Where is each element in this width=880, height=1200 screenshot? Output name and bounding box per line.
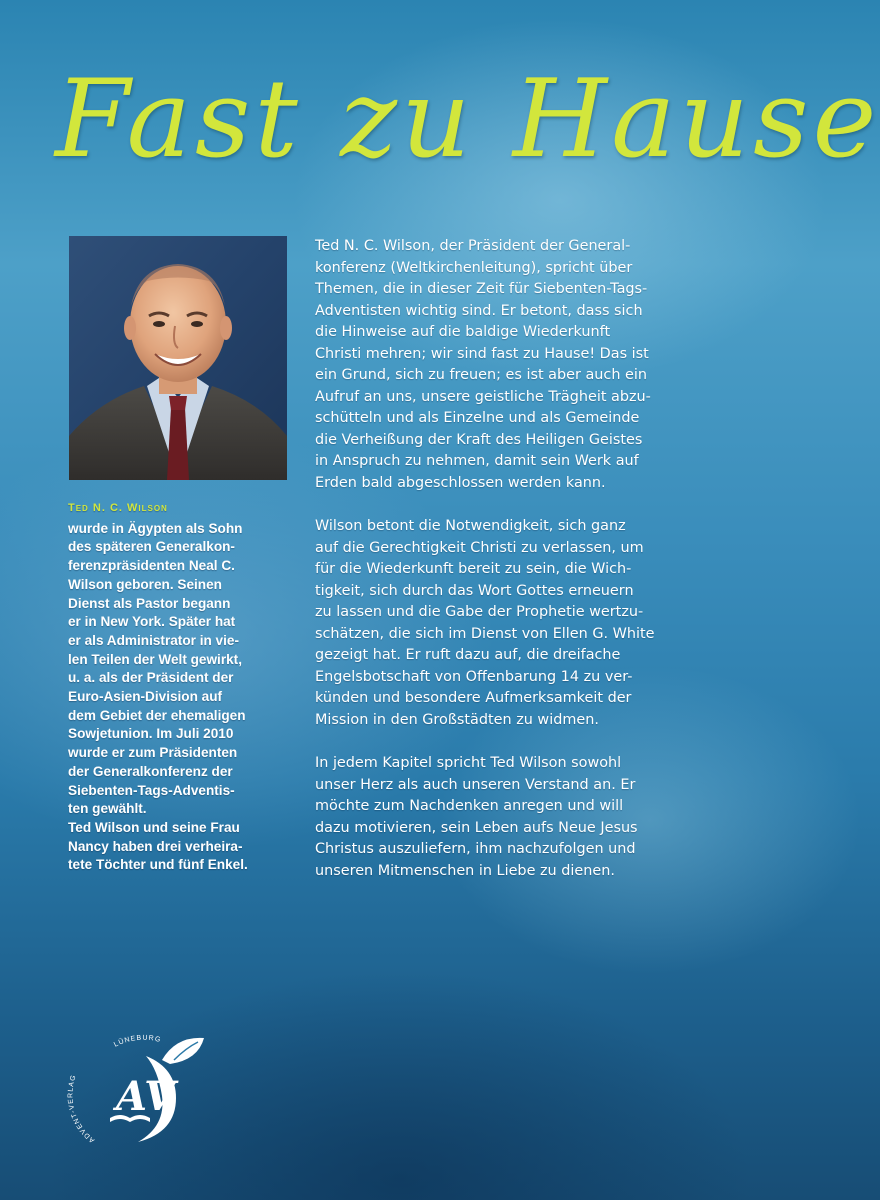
text-line: Adventisten wichtig sind. Er betont, dass sich <box>315 302 643 319</box>
author-portrait <box>69 236 287 480</box>
bio-line: Dienst als Pastor begann <box>68 595 231 611</box>
text-line: die Hinweise auf die baldige Wiederkunft <box>315 324 611 340</box>
book-title: Fast zu Hause <box>55 57 880 182</box>
bio-line: Wilson geboren. Seinen <box>68 576 222 592</box>
description-paragraph <box>315 516 715 731</box>
publisher-name-right <box>113 1035 162 1049</box>
publisher-name-left-text: ADVENT-VERLAG <box>67 1073 97 1144</box>
bio-line: Sowjetunion. Im Juli 2010 <box>68 726 234 742</box>
text-line: ein Grund, sich zu freuen; es ist aber auch ein <box>315 367 647 383</box>
text-line: Wilson betont die Notwendigkeit, sich ganz <box>315 518 626 534</box>
text-line: unser Herz als auch unseren Verstand an. Er <box>315 776 636 793</box>
bio-line: Ted Wilson und seine Frau <box>68 819 240 835</box>
bio-line: er in New York. Später hat <box>68 614 236 630</box>
bio-line: dem Gebiet der ehemaligen <box>68 707 246 723</box>
text-line: auf die Gerechtigkeit Christi zu verlassen, um <box>315 539 644 556</box>
book-description <box>315 236 715 882</box>
author-name: Ted N. C. Wilson <box>68 502 168 514</box>
text-line: Themen, die in dieser Zeit für Siebenten-Tags- <box>315 281 648 297</box>
bio-line: Euro-Asien-Division auf <box>68 689 223 705</box>
bio-line: des späteren Generalkon- <box>68 539 235 555</box>
text-line: Engelsbotschaft von Offenbarung 14 zu ver- <box>315 668 633 685</box>
author-bio <box>68 499 293 875</box>
publisher-logo-mark <box>58 1030 218 1160</box>
text-line: schütteln und als Einzelne und als Gemeinde <box>315 410 640 426</box>
text-line: konferenz (Weltkirchenleitung), spricht über <box>315 259 633 276</box>
description-paragraph <box>315 753 715 882</box>
bio-line: Nancy haben drei verheira- <box>68 838 243 854</box>
text-line: schätzen, die sich im Dienst von Ellen G. White <box>315 625 655 642</box>
bio-line: ten gewählt. <box>68 801 147 817</box>
bio-line: ferenzpräsidenten Neal C. <box>68 558 235 574</box>
text-line: in Anspruch zu nehmen, damit sein Werk auf <box>315 453 639 469</box>
author-bio-paragraph <box>68 520 293 875</box>
bio-line: tete Töchter und fünf Enkel. <box>68 857 248 873</box>
text-line: In jedem Kapitel spricht Ted Wilson sowohl <box>315 755 622 771</box>
text-line: unseren Mitmenschen in Liebe zu dienen. <box>315 862 615 879</box>
publisher-logo <box>58 1030 218 1160</box>
text-line: Christi mehren; wir sind fast zu Hause! Das ist <box>315 345 649 362</box>
text-line: künden und besondere Aufmerksamkeit der <box>315 690 632 706</box>
bio-line: u. a. als der Präsident der <box>68 670 234 686</box>
publisher-logo-letters: AV <box>116 1073 176 1120</box>
description-paragraph <box>315 236 715 494</box>
text-line: Erden bald abgeschlossen werden kann. <box>315 474 606 491</box>
text-line: möchte zum Nachdenken anregen und will <box>315 798 624 814</box>
author-portrait-image <box>69 236 287 480</box>
text-line: dazu motivieren, sein Leben aufs Neue Jesus <box>315 819 638 836</box>
bio-line: len Teilen der Welt gewirkt, <box>68 651 242 667</box>
bio-line: er als Administrator in vie- <box>68 632 239 648</box>
text-line: Christus auszuliefern, ihm nachzufolgen und <box>315 841 636 857</box>
text-line: gezeigt hat. Er ruft dazu auf, die dreifache <box>315 647 621 663</box>
publisher-name-right-text: LÜNEBURG <box>112 1034 162 1049</box>
bio-line: der Generalkonferenz der <box>68 763 233 779</box>
bio-line: wurde er zum Präsidenten <box>68 745 238 761</box>
text-line: Mission in den Großstädten zu widmen. <box>315 711 599 728</box>
text-line: zu lassen und die Gabe der Prophetie wertzu- <box>315 604 644 620</box>
text-line: Ted N. C. Wilson, der Präsident der General- <box>315 238 631 254</box>
text-line: Aufruf an uns, unsere geistliche Trägheit abzu- <box>315 388 651 405</box>
bio-line: wurde in Ägypten als Sohn <box>68 520 243 536</box>
publisher-name-left <box>67 1074 96 1144</box>
text-line: die Verheißung der Kraft des Heiligen Geistes <box>315 431 643 448</box>
text-line: tigkeit, sich durch das Wort Gottes erneuern <box>315 582 634 599</box>
text-line: für die Wiederkunft bereit zu sein, die Wich- <box>315 561 632 577</box>
bio-line: Siebenten-Tags-Adventis- <box>68 782 235 798</box>
